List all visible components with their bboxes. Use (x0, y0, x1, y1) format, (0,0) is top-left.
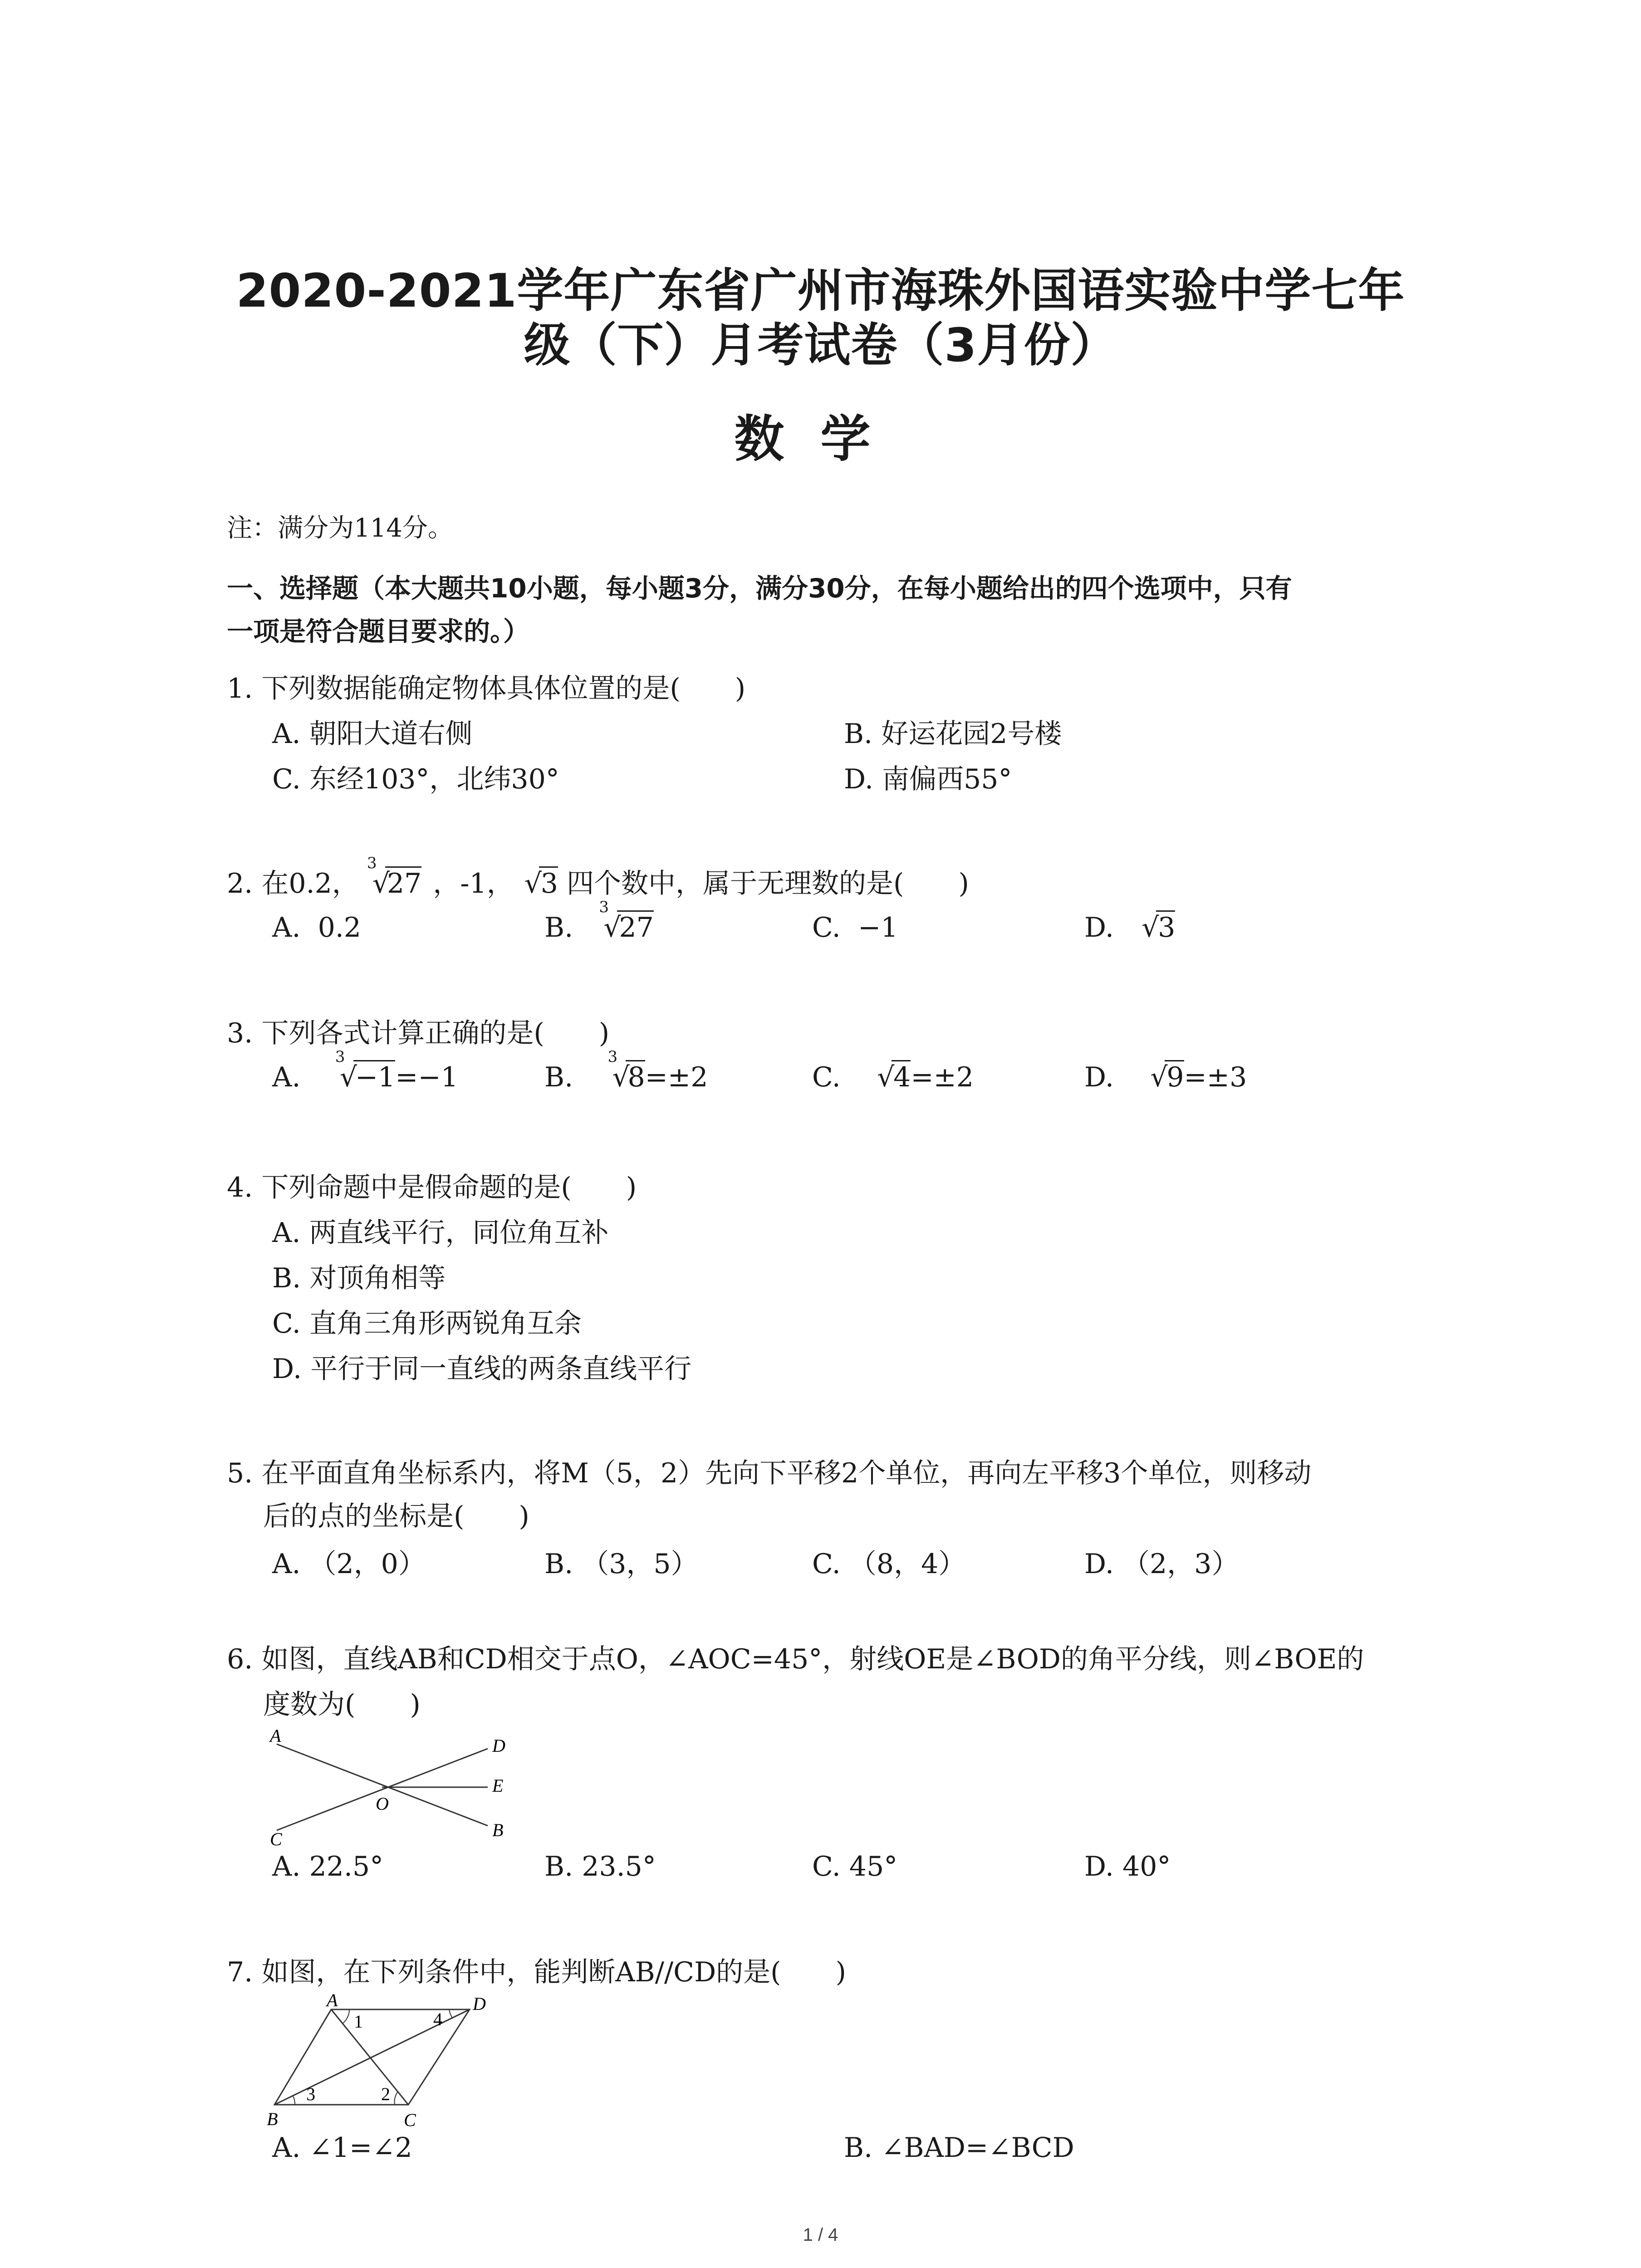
angle-3-arc (293, 2096, 295, 2105)
label-c: C (270, 1829, 282, 1849)
question-1-option-c: C. 东经103°，北纬30° (272, 763, 559, 795)
exam-title-line1: 2020-2021学年广东省广州市海珠外国语实验中学七年 (236, 264, 1405, 318)
line-cd (277, 1749, 488, 1830)
label-a: A (327, 1994, 338, 2010)
angle-2-arc (394, 2092, 398, 2105)
question-6-option-a: A. 22.5° (272, 1851, 384, 1882)
section-heading-line2: 一项是符合题目要求的。） (227, 616, 530, 647)
question-4-stem: 4. 下列命题中是假命题的是( ) (227, 1172, 637, 1203)
cube-root-27: 3 √ 27 (367, 854, 422, 899)
question-6-stem-line2: 度数为( ) (263, 1689, 421, 1721)
question-5-stem-line1: 5. 在平面直角坐标系内，将M（5，2）先向下平移2个单位，再向左平移3个单位，则移动 (227, 1457, 1312, 1489)
question-4-option-d: D. 平行于同一直线的两条直线平行 (272, 1353, 692, 1385)
question-7-option-b: B. ∠BAD=∠BCD (844, 2132, 1074, 2164)
question-1-option-a: A. 朝阳大道右侧 (272, 718, 473, 750)
question-4-option-c: C. 直角三角形两锐角互余 (272, 1308, 582, 1339)
question-3-stem: 3. 下列各式计算正确的是( ) (227, 1017, 610, 1049)
angle-4-arc (449, 2009, 453, 2019)
score-note: 注：满分为114分。 (227, 513, 453, 543)
question-2-option-b: B. 3 √ 27 (544, 898, 654, 943)
label-b: B (267, 2109, 278, 2129)
question-3-option-d: D. √ 9=±3 (1084, 1061, 1247, 1093)
section-heading-line1: 一、选择题（本大题共10小题，每小题3分，满分30分，在每小题给出的四个选项中，只有 (227, 573, 1292, 604)
question-2-stem: 2. 在0.2， 3 √ 27 ，-1， √ 3 四个数中，属于无理数的是( ) (227, 854, 969, 899)
label-1: 1 (354, 2011, 363, 2032)
exam-title-line2: 级（下）月考试卷（3月份） (524, 318, 1117, 372)
label-4: 4 (433, 2009, 442, 2029)
figure-parallelogram (263, 1994, 508, 2134)
label-e: E (492, 1775, 504, 1796)
label-b: B (492, 1820, 504, 1840)
question-4-option-a: A. 两直线平行，同位角互补 (272, 1217, 609, 1249)
question-5-stem-line2: 后的点的坐标是( ) (263, 1501, 529, 1532)
question-5-option-d: D. （2，3） (1084, 1548, 1239, 1580)
question-3-option-c: C. √ 4=±2 (812, 1061, 974, 1093)
label-d: D (473, 1994, 486, 2014)
question-4-option-b: B. 对顶角相等 (272, 1262, 446, 1294)
question-2-option-a: A. 0.2 (272, 912, 361, 943)
label-a: A (270, 1725, 281, 1746)
figure-intersecting-lines (263, 1724, 517, 1855)
question-1-stem: 1. 下列数据能确定物体具体位置的是( ) (227, 673, 746, 704)
question-5-option-c: C. （8，4） (812, 1548, 966, 1580)
label-3: 3 (306, 2084, 315, 2104)
subject-title: 数学 (734, 410, 907, 468)
question-7-option-a: A. ∠1=∠2 (272, 2132, 412, 2164)
question-2-option-d: D. √ 3 (1084, 912, 1175, 943)
question-5-option-a: A. （2，0） (272, 1548, 426, 1580)
label-o: O (376, 1794, 389, 1814)
label-c: C (404, 2110, 416, 2130)
question-6-option-d: D. 40° (1084, 1851, 1171, 1882)
square-root-3: √ 3 (523, 868, 558, 899)
page-number: 1 / 4 (803, 2225, 838, 2245)
question-1-option-d: D. 南偏西55° (844, 763, 1012, 795)
label-d: D (492, 1735, 505, 1756)
question-6-stem-line1: 6. 如图，直线AB和CD相交于点O，∠AOC=45°，射线OE是∠BOD的角平分线，则∠BOE的 (227, 1643, 1364, 1675)
question-7-stem: 7. 如图，在下列条件中，能判断AB//CD的是( ) (227, 1956, 846, 1988)
question-6-option-b: B. 23.5° (544, 1851, 656, 1882)
question-1-option-b: B. 好运花园2号楼 (844, 718, 1062, 750)
angle-1-arc (343, 2009, 349, 2024)
question-5-option-b: B. （3，5） (544, 1548, 698, 1580)
question-2-option-c: C. −1 (812, 912, 898, 943)
question-3-option-a: A. 3 √ −1=−1 (272, 1048, 458, 1093)
question-3-option-b: B. 3 √ 8=±2 (544, 1048, 708, 1093)
question-6-option-c: C. 45° (812, 1851, 898, 1882)
label-2: 2 (381, 2084, 390, 2104)
